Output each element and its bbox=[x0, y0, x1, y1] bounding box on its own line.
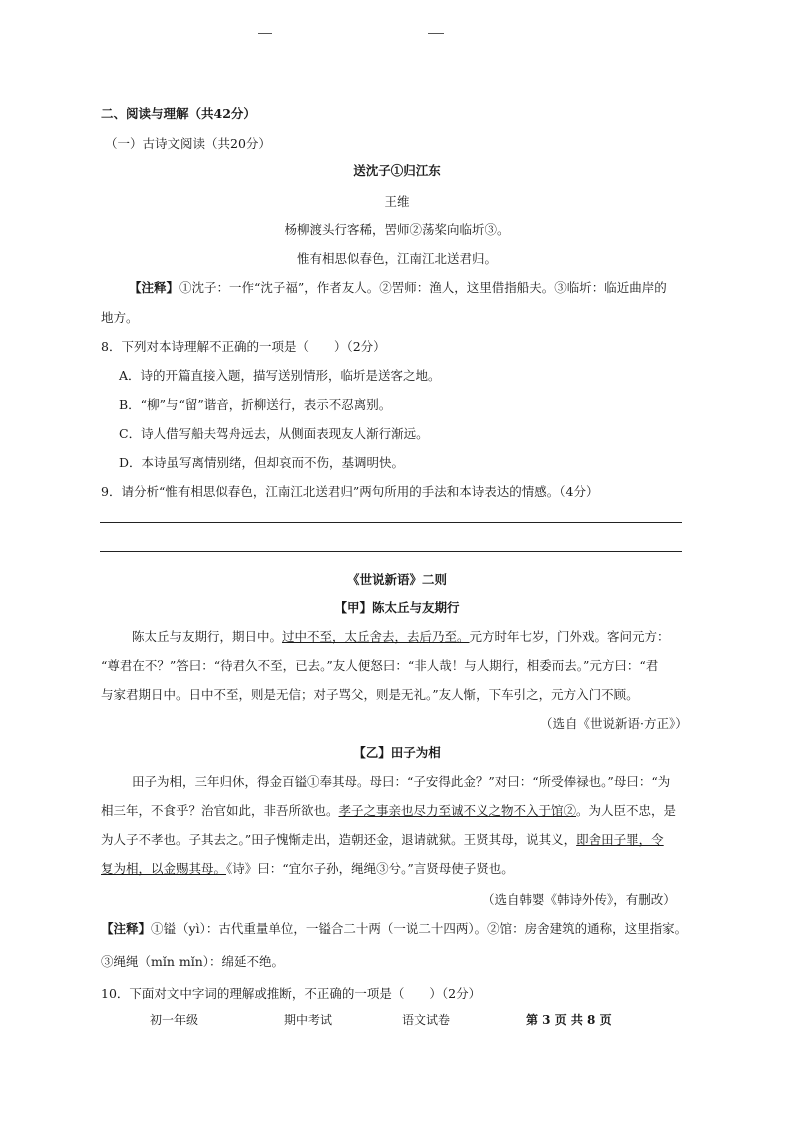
question-9-stem: 9．请分析“惟有相思似春色，江南江北送君归”两句所用的手法和本诗表达的情感。（4分） bbox=[101, 484, 599, 499]
passage-jia-title: 【甲】陈太丘与友期行 bbox=[334, 600, 460, 615]
passage-yi-text-c: 为人子不孝也。子其去之。”田子愧惭走出，造朝还金，退请就狱。王贤其母，说其义， bbox=[101, 832, 577, 847]
answer-line-2[interactable] bbox=[100, 551, 682, 552]
passage-yi-line-4 bbox=[101, 861, 514, 877]
prose-note-label: 【注释】 bbox=[101, 921, 152, 936]
prose-title: 《世说新语》二则 bbox=[346, 572, 447, 587]
prose-note-text: ①镒（yì）：古代重量单位，一镒合二十两（一说二十四两）。②馆：房舍建筑的通称，这里指家。 bbox=[151, 921, 688, 936]
passage-jia-text-b: 元方时年七岁，门外戏。客问元方： bbox=[469, 629, 670, 644]
question-8-stem: 8．下列对本诗理解不正确的一项是（ ）（2分） bbox=[101, 339, 386, 354]
passage-jia-line-2: “尊君在不？”答曰：“待君久不至，已去。”友人便怒曰：“非人哉！与人期行，相委而去。”元方曰：“君 bbox=[101, 658, 659, 673]
passage-yi-underlined-phrase-cont: 复为相，以金赐其母。 bbox=[101, 861, 227, 876]
section-heading: 二、阅读与理解（共42分） bbox=[101, 106, 256, 121]
question-8-option-a: A．诗的开篇直接入题，描写送别情形，临圻是送客之地。 bbox=[119, 368, 441, 383]
poem-title: 送沈子①归江东 bbox=[353, 163, 441, 178]
prose-note bbox=[101, 921, 687, 937]
passage-jia-source: （选自《世说新语·方正》） bbox=[540, 716, 688, 731]
passage-jia-text-a: 陈太丘与友期行，期日中。 bbox=[132, 629, 283, 644]
footer-exam: 期中考试 bbox=[284, 1013, 333, 1027]
poem-note bbox=[129, 280, 667, 296]
passage-yi-line-3 bbox=[101, 832, 664, 848]
question-10-stem: 10．下面对文中字词的理解或推断，不正确的一项是（ ）（2分） bbox=[101, 986, 482, 1001]
footer-paper: 语文试卷 bbox=[402, 1013, 451, 1027]
passage-yi-line-1: 田子为相，三年归休，得金百镒①奉其母。母曰：“子安得此金？”对曰：“所受俸禄也。”母曰：“为 bbox=[132, 774, 671, 789]
poem-line-2: 惟有相思似春色，江南江北送君归。 bbox=[296, 251, 497, 266]
question-8-option-d: D．本诗虽写离情别绪，但却哀而不伤，基调明快。 bbox=[119, 455, 405, 470]
passage-yi-underlined-sentence: 孝子之事亲也尽力至诚不义之物不入于馆② bbox=[338, 803, 577, 818]
question-8-option-b: B．“柳”与“留”谐音，折柳送行，表示不忍离别。 bbox=[119, 397, 392, 412]
poem-line-1: 杨柳渡头行客稀，罟师②荡桨向临圻③。 bbox=[284, 222, 510, 237]
top-mark-left bbox=[258, 33, 272, 34]
passage-jia-line-1 bbox=[132, 629, 670, 645]
passage-yi-title: 【乙】田子为相 bbox=[353, 745, 441, 760]
passage-yi-text-b: 。为人臣不忠，是 bbox=[576, 803, 677, 818]
passage-yi-underlined-phrase: 即舍田子罪，令 bbox=[576, 832, 664, 847]
poem-note-label: 【注释】 bbox=[129, 280, 180, 295]
passage-yi-source: （选自韩婴《韩诗外传》，有删改） bbox=[482, 892, 676, 907]
answer-line-1[interactable] bbox=[100, 522, 682, 523]
prose-note-continued: ③绳绳（mǐn mǐn）：绵延不绝。 bbox=[101, 954, 285, 969]
passage-jia-line-3: 与家君期日中。日中不至，则是无信；对子骂父，则是无礼。”友人惭，下车引之，元方入门不顾。 bbox=[101, 687, 639, 702]
passage-yi-line-2 bbox=[101, 803, 676, 819]
passage-yi-text-a: 相三年，不食乎？治官如此，非吾所欲也。 bbox=[101, 803, 339, 818]
top-mark-right bbox=[428, 33, 444, 34]
section-subheading: （一）古诗文阅读（共20分） bbox=[105, 136, 271, 151]
passage-yi-text-d: 《诗》曰：“宜尔子孙，绳绳③兮。”言贤母使子贤也。 bbox=[226, 861, 514, 876]
question-8-option-c: C．诗人借写船夫驾舟远去，从侧面表现友人渐行渐远。 bbox=[119, 426, 429, 441]
poem-note-continued: 地方。 bbox=[101, 310, 139, 325]
footer-page-number: 第 3 页 共 8 页 bbox=[526, 1013, 612, 1027]
poem-author: 王维 bbox=[384, 194, 410, 209]
poem-note-text: ①沈子：一作“沈子福”，作者友人。②罟师：渔人，这里借指船夫。③临圻：临近曲岸的 bbox=[179, 280, 667, 295]
footer-grade: 初一年级 bbox=[150, 1013, 199, 1027]
passage-jia-underlined: 过中不至，太丘舍去，去后乃至。 bbox=[282, 629, 470, 644]
